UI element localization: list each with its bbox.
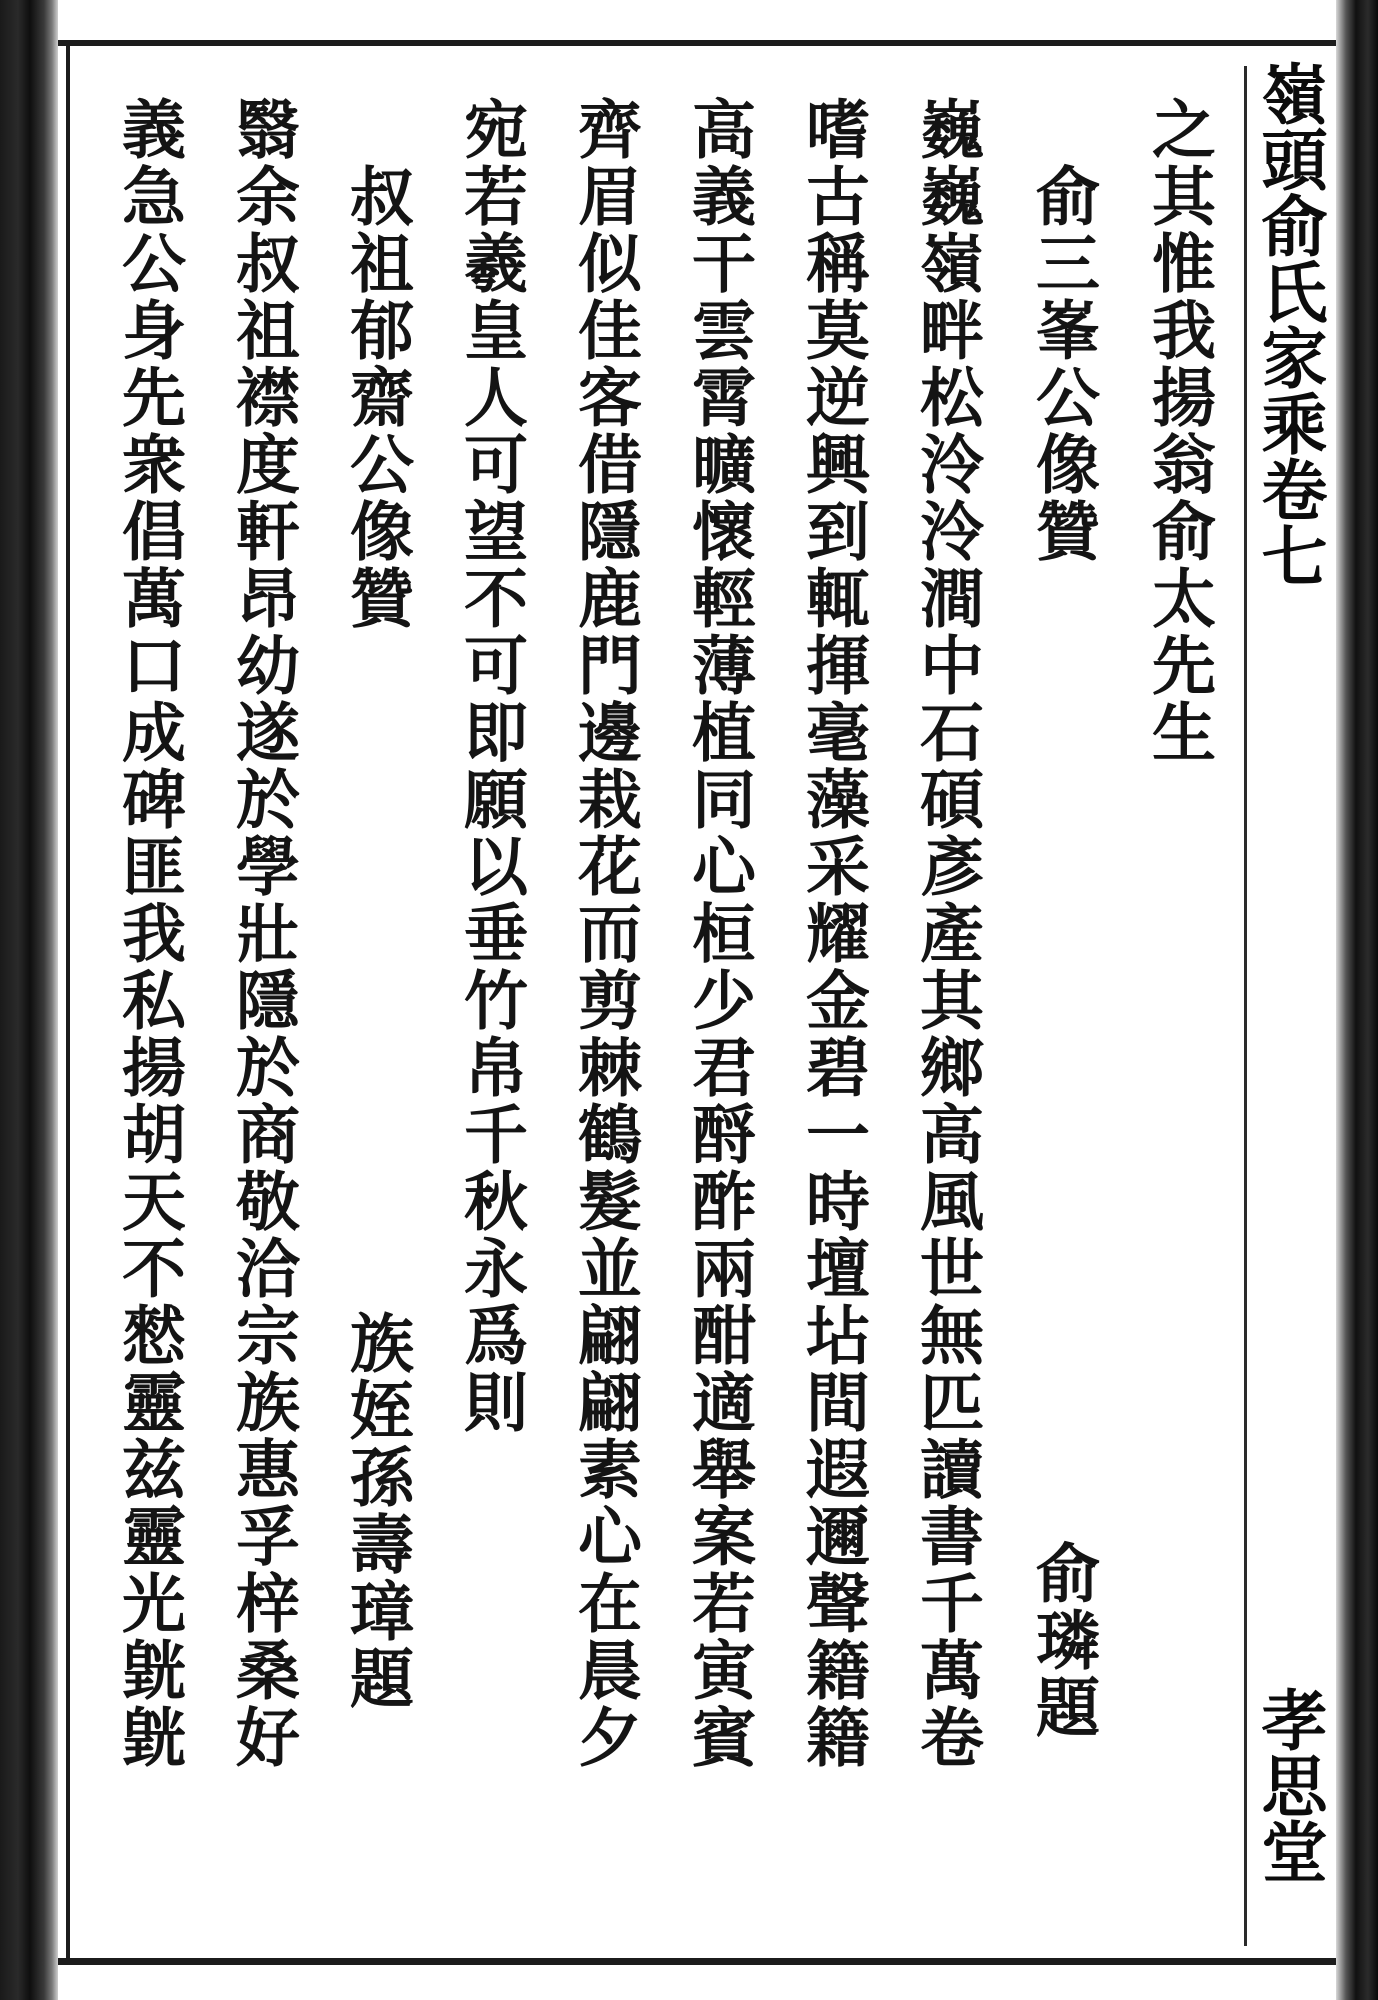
volume-label: 卷七 bbox=[1250, 456, 1328, 588]
text-column-1: 之其惟我揚翁俞太先生 bbox=[1141, 96, 1216, 766]
text-column-5: 高義干雲霄曠懷輕薄植同心桓少君酹酢兩酣適舉案若寅賓 bbox=[681, 96, 756, 1771]
text-column-3 bbox=[908, 96, 984, 1771]
text-column-7: 宛若羲皇人可望不可即願以垂竹帛千秋永爲則 bbox=[453, 96, 528, 1436]
signature-shou-zhang: 族姪孫壽璋題 bbox=[339, 1310, 414, 1712]
frame-bottom-rule bbox=[58, 1958, 1336, 1965]
text-column-4: 嗜古稱莫逆興到輒揮毫藻采耀金碧一時壇坫間遐邇聲籍籍 bbox=[795, 96, 870, 1771]
banner-separator-rule bbox=[1244, 66, 1247, 1946]
frame-left-rule bbox=[66, 40, 70, 1965]
hall-name: 孝思堂 bbox=[1250, 1686, 1328, 1884]
text-column-3-body: 巍巍嶺畔松泠泠澗中石碩彥產其鄉高風世無匹讀書千萬卷 bbox=[909, 96, 984, 1771]
book-binding-right bbox=[1336, 0, 1378, 2000]
text-column-6: 齊眉似佳客借隱鹿門邊栽花而剪棘鶴髮並翩翩素心在晨夕 bbox=[567, 96, 642, 1771]
signature-yu-lin: 俞璘題 bbox=[1025, 1540, 1100, 1741]
book-title: 嶺頭俞氏家乘 bbox=[1250, 60, 1328, 456]
heading-yu-sanfeng-portrait-eulogy: 俞三峯公像贊 bbox=[1025, 96, 1100, 565]
banner-title bbox=[1250, 60, 1328, 588]
frame-top-rule bbox=[58, 40, 1336, 46]
text-column-10: 義急公身先衆倡萬口成碑匪我私揚胡天不憖靈兹靈光皝皝 bbox=[111, 96, 186, 1771]
heading-uncle-yuzhai-portrait-eulogy: 叔祖郁齋公像贊 bbox=[339, 96, 414, 632]
book-binding-left bbox=[0, 0, 58, 2000]
text-column-9: 翳余叔祖襟度軒昂幼遂於學壯隱於商敬洽宗族惠孚梓桑好 bbox=[225, 96, 300, 1771]
